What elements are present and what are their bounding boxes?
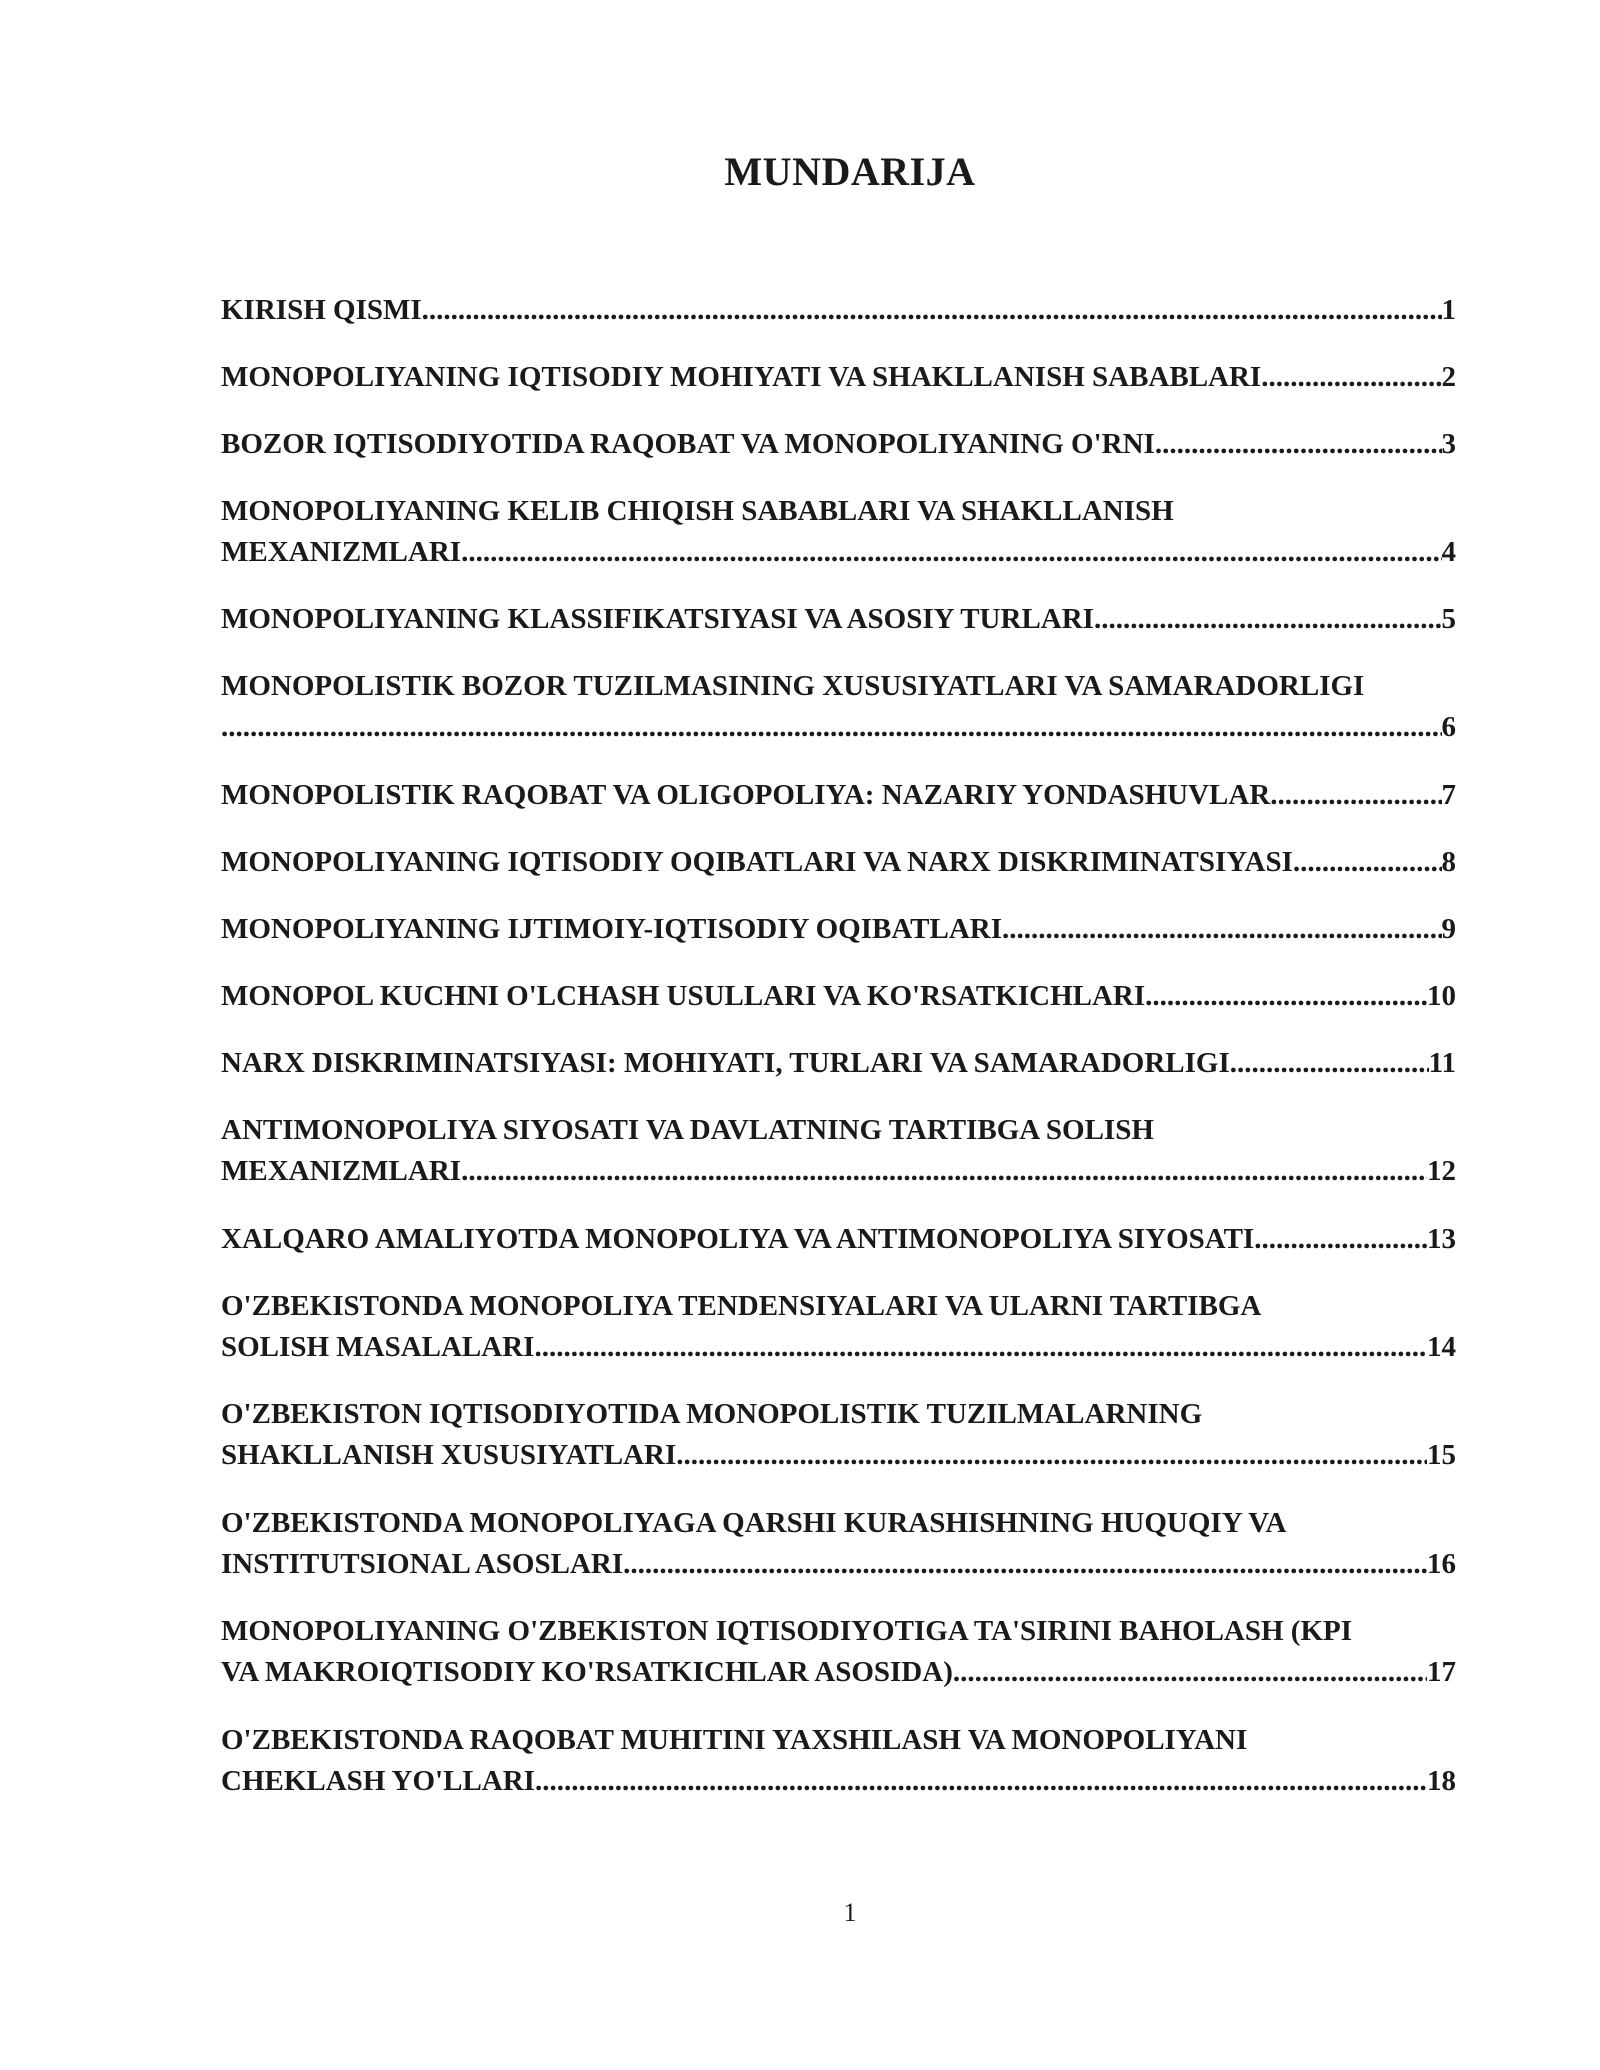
toc-entry[interactable] xyxy=(221,1720,1456,1802)
dot-leader xyxy=(623,1544,1427,1585)
toc-entry-title-line: MEXANIZMLARI xyxy=(221,536,462,568)
toc-entry[interactable] xyxy=(221,1503,1456,1585)
toc-entry-title-line: MONOPOLIYANING IJTIMOIY-IQTISODIY OQIBATLARI xyxy=(221,913,1002,945)
toc-entry[interactable] xyxy=(221,491,1456,573)
dot-leader xyxy=(1261,357,1441,398)
toc-entry-page: 4 xyxy=(1441,536,1456,568)
toc-entry-title-line: VA MAKROIQTISODIY KO'RSATKICHLAR ASOSIDA) xyxy=(221,1656,953,1688)
toc-entry-page: 9 xyxy=(1441,913,1456,945)
toc-entry-title-line: KIRISH QISMI xyxy=(221,294,422,326)
toc-entry[interactable] xyxy=(221,599,1456,640)
toc-entry-title-line: ANTIMONOPOLIYA SIYOSATI VA DAVLATNING TARTIBGA SOLISH xyxy=(221,1114,1154,1146)
toc-entry-page: 14 xyxy=(1427,1331,1456,1363)
toc-entry-title-line: O'ZBEKISTONDA MONOPOLIYAGA QARSHI KURASHISHNING HUQUQIY VA xyxy=(221,1507,1287,1539)
dot-leader xyxy=(953,1652,1427,1693)
toc-entry[interactable] xyxy=(221,1219,1456,1260)
toc-entry[interactable] xyxy=(221,1611,1456,1693)
toc-entry-title-line: MONOPOLISTIK BOZOR TUZILMASINING XUSUSIYATLARI VA SAMARADORLIGI xyxy=(221,670,1365,702)
toc-entry-page: 17 xyxy=(1427,1656,1456,1688)
toc-entry-title-line: SOLISH MASALALARI xyxy=(221,1331,535,1363)
toc-entry-title-line: MONOPOLIYANING KLASSIFIKATSIYASI VA ASOSIY TURLARI xyxy=(221,603,1094,635)
page-number: 1 xyxy=(843,1898,857,1927)
toc-entry-title-line: SHAKLLANISH XUSUSIYATLARI xyxy=(221,1439,677,1471)
dot-leader xyxy=(461,532,1441,573)
dot-leader xyxy=(535,1761,1427,1802)
toc-entry-title-line: O'ZBEKISTONDA RAQOBAT MUHITINI YAXSHILASH VA MONOPOLIYANI xyxy=(221,1724,1248,1756)
dot-leader xyxy=(1293,842,1442,883)
toc-entry[interactable] xyxy=(221,1043,1456,1084)
toc-entry[interactable] xyxy=(221,1286,1456,1368)
toc-entry[interactable] xyxy=(221,775,1456,816)
dot-leader xyxy=(1270,775,1441,816)
dot-leader xyxy=(1002,909,1442,950)
toc-entry-page: 18 xyxy=(1427,1765,1456,1797)
toc-entry[interactable] xyxy=(221,424,1456,465)
toc-entry-title-line: BOZOR IQTISODIYOTIDA RAQOBAT VA MONOPOLIYANING O'RNI xyxy=(221,428,1155,460)
toc-entry[interactable] xyxy=(221,976,1456,1017)
toc-entry-page: 10 xyxy=(1427,980,1456,1012)
dot-leader xyxy=(1155,424,1442,465)
toc-entry[interactable] xyxy=(221,666,1456,748)
dot-leader xyxy=(221,707,1442,748)
toc-entry[interactable] xyxy=(221,842,1456,883)
toc-entry-title-line: NARX DISKRIMINATSIYASI: MOHIYATI, TURLARI VA SAMARADORLIGI xyxy=(221,1047,1230,1079)
toc-entry-title-line: XALQARO AMALIYOTDA MONOPOLIYA VA ANTIMONOPOLIYA SIYOSATI xyxy=(221,1223,1255,1255)
toc-entry-page: 12 xyxy=(1427,1155,1456,1187)
dot-leader xyxy=(1254,1219,1427,1260)
toc-entry-title-line: INSTITUTSIONAL ASOSLARI xyxy=(221,1548,624,1580)
dot-leader xyxy=(1094,599,1442,640)
dot-leader xyxy=(461,1151,1427,1192)
toc-entry-page: 6 xyxy=(1441,711,1456,743)
dot-leader xyxy=(422,290,1442,331)
toc-entry[interactable] xyxy=(221,909,1456,950)
toc-entry-title-line: MONOPOLISTIK RAQOBAT VA OLIGOPOLIYA: NAZARIY YONDASHUVLAR xyxy=(221,779,1271,811)
toc-entry-page: 1 xyxy=(1441,294,1456,326)
toc-entry-page: 11 xyxy=(1428,1047,1456,1079)
dot-leader xyxy=(534,1327,1427,1368)
toc-entry[interactable] xyxy=(221,357,1456,398)
toc-entry-page: 16 xyxy=(1427,1548,1456,1580)
toc-entry-title-line: CHEKLASH YO'LLARI xyxy=(221,1765,535,1797)
dot-leader xyxy=(676,1435,1427,1476)
toc-entry-title-line: MONOPOLIYANING KELIB CHIQISH SABABLARI VA SHAKLLANISH xyxy=(221,495,1174,527)
toc-entry-title-line: MONOPOL KUCHNI O'LCHASH USULLARI VA KO'RSATKICHLARI xyxy=(221,980,1146,1012)
toc-entry-page: 7 xyxy=(1441,779,1456,811)
toc-entry-page: 5 xyxy=(1441,603,1456,635)
toc-entry-title-line: MONOPOLIYANING IQTISODIY MOHIYATI VA SHAKLLANISH SABABLARI xyxy=(221,361,1262,393)
toc-entry-title-line: MEXANIZMLARI xyxy=(221,1155,462,1187)
toc-entry-page: 8 xyxy=(1441,846,1456,878)
toc-entry[interactable] xyxy=(221,290,1456,331)
page-title: MUNDARIJA xyxy=(724,149,976,194)
toc-entry-title-line: MONOPOLIYANING IQTISODIY OQIBATLARI VA NARX DISKRIMINATSIYASI xyxy=(221,846,1293,878)
toc-entry-page: 15 xyxy=(1427,1439,1456,1471)
dot-leader xyxy=(1230,1043,1429,1084)
toc-entry-page: 2 xyxy=(1441,361,1456,393)
toc-entry[interactable] xyxy=(221,1110,1456,1192)
toc-entry-title-line: O'ZBEKISTON IQTISODIYOTIDA MONOPOLISTIK TUZILMALARNING xyxy=(221,1398,1203,1430)
dot-leader xyxy=(1145,976,1427,1017)
toc-entry-page: 3 xyxy=(1441,428,1456,460)
toc-entry-title-line: MONOPOLIYANING O'ZBEKISTON IQTISODIYOTIGA TA'SIRINI BAHOLASH (KPI xyxy=(221,1615,1352,1647)
toc-entry-page: 13 xyxy=(1427,1223,1456,1255)
toc-entry-title-line: O'ZBEKISTONDA MONOPOLIYA TENDENSIYALARI VA ULARNI TARTIBGA xyxy=(221,1290,1262,1322)
toc-entry[interactable] xyxy=(221,1394,1456,1476)
